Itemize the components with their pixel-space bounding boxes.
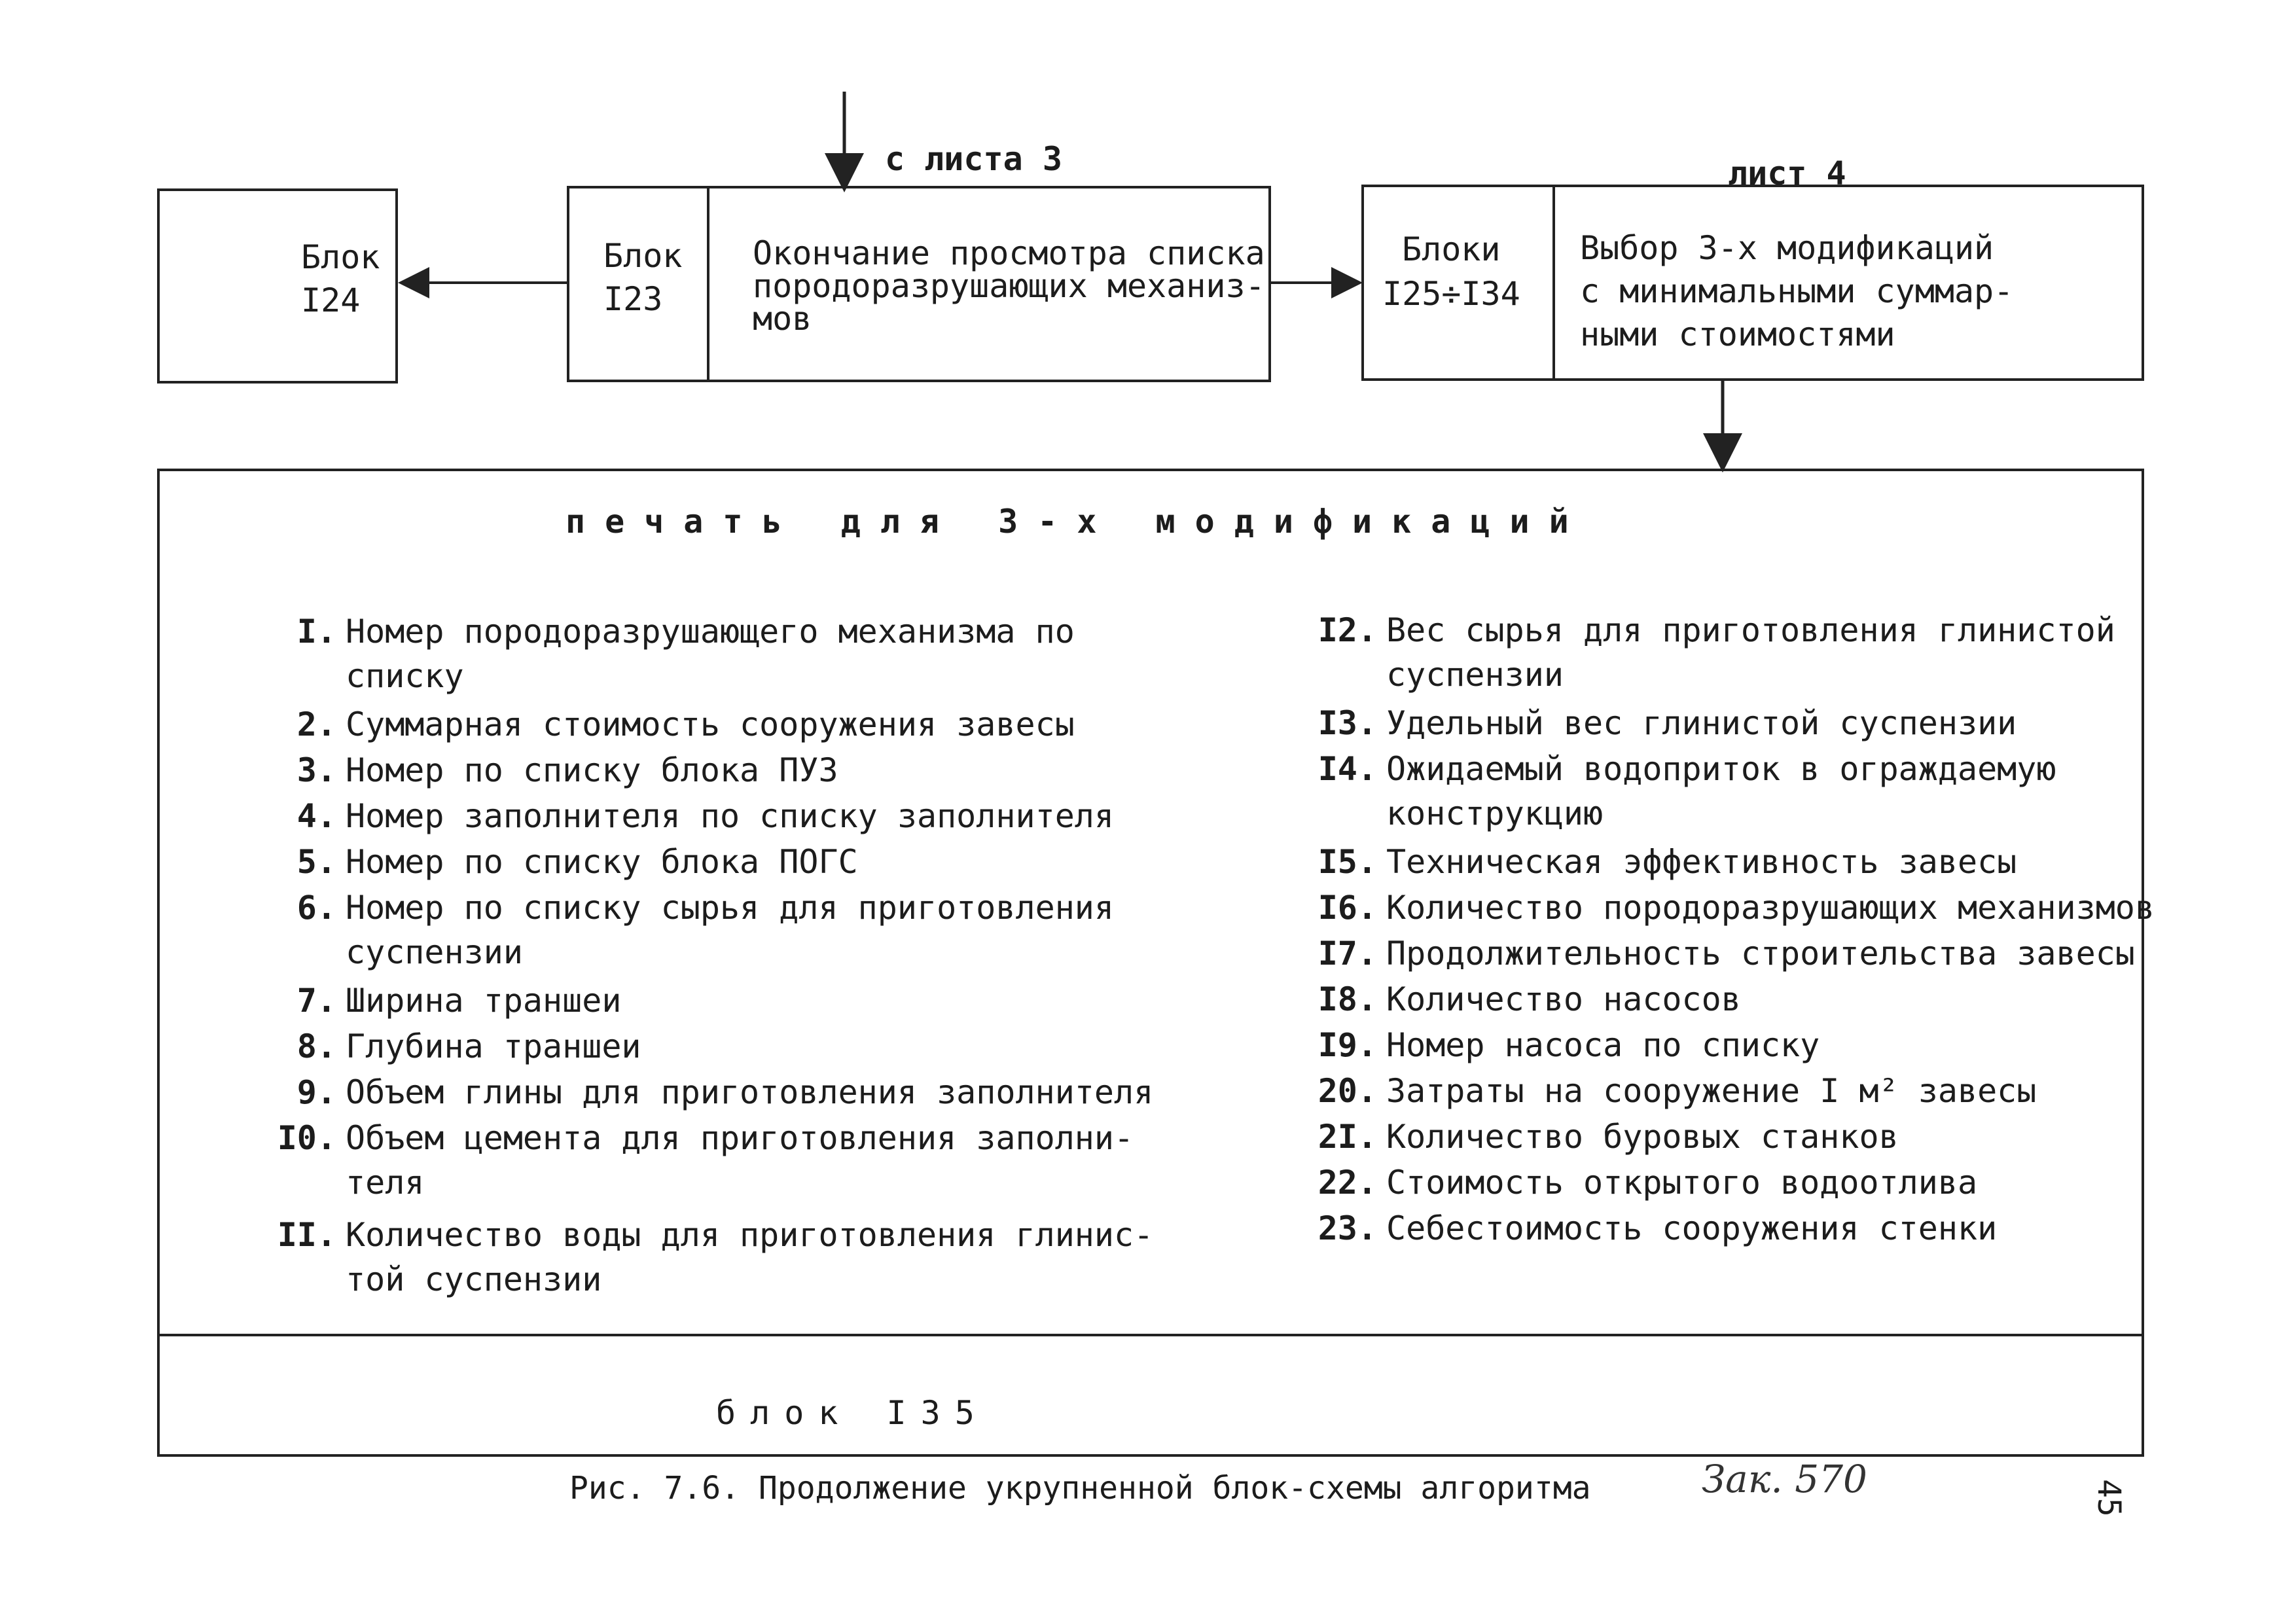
- block-124-label: Блок: [301, 238, 380, 276]
- item-number: I8.: [1318, 980, 1377, 1018]
- left-item-10: [264, 1115, 1134, 1161]
- right-item-18: [1305, 976, 1741, 1022]
- item-number: 20.: [1318, 1072, 1377, 1110]
- item-number: II.: [277, 1216, 336, 1254]
- block-125-label: Блоки: [1402, 230, 1501, 268]
- item-text: Номер породоразрушающего механизма по: [346, 613, 1075, 651]
- item-text: Глубина траншеи: [346, 1027, 641, 1065]
- block-125-text-2: с минимальными суммар-: [1580, 272, 2014, 310]
- item-number: 8.: [296, 1027, 336, 1065]
- print-block-135: [157, 469, 2155, 1457]
- left-item-1-cont: списку: [346, 657, 464, 695]
- right-item-21: [1305, 1114, 1899, 1160]
- block-125-134: [1361, 185, 2144, 381]
- block-123-text-2: породоразрушающих механиз-: [753, 267, 1265, 305]
- from-sheet-label: с листа 3: [885, 140, 1062, 178]
- block-124: [157, 188, 398, 383]
- block-125-divider: [1552, 187, 1555, 378]
- block-123-id: I23: [603, 280, 663, 318]
- item-number: 22.: [1318, 1164, 1377, 1202]
- left-item-5: [264, 839, 858, 885]
- item-number: I4.: [1318, 750, 1377, 788]
- right-item-20: [1305, 1068, 2036, 1114]
- item-text: Продолжительность строительства завесы: [1386, 935, 2135, 972]
- left-item-8: [264, 1024, 641, 1069]
- right-item-23: [1305, 1205, 1997, 1251]
- item-number: 2.: [296, 705, 336, 743]
- item-number: I2.: [1318, 611, 1377, 649]
- left-item-9: [264, 1069, 1153, 1115]
- block-123-label: Блок: [603, 237, 683, 275]
- item-text: Стоимость открытого водоотлива: [1386, 1164, 1978, 1202]
- left-item-2: [264, 702, 1075, 747]
- page-number: 45: [2090, 1479, 2127, 1517]
- sheet-label: лист 4: [1728, 154, 1846, 192]
- block-125-id: I25÷I34: [1382, 275, 1520, 313]
- item-text: Количество породоразрушающих механизмов: [1386, 889, 2155, 927]
- item-text: Суммарная стоимость сооружения завесы: [346, 705, 1075, 743]
- left-item-6-cont: суспензии: [346, 933, 523, 971]
- item-number: 3.: [296, 751, 336, 789]
- block-125-text-1: Выбор 3-х модификаций: [1580, 229, 1994, 267]
- right-item-12: [1305, 607, 2115, 653]
- item-text: Затраты на сооружение I м² завесы: [1386, 1072, 2037, 1110]
- left-item-11-cont: той суспензии: [346, 1260, 602, 1298]
- right-item-19: [1305, 1022, 1820, 1068]
- block-123-divider: [707, 188, 709, 380]
- block-125-text-3: ными стоимостями: [1580, 315, 1895, 353]
- right-item-14-cont: конструкцию: [1386, 794, 1604, 832]
- item-text: Количество буровых станков: [1386, 1118, 1899, 1156]
- item-number: I9.: [1318, 1026, 1377, 1064]
- item-text: Количество воды для приготовления глинис-: [346, 1216, 1154, 1254]
- item-number: 5.: [296, 843, 336, 881]
- item-number: 2I.: [1318, 1118, 1377, 1156]
- block-123-text-1: Окончание просмотра списка: [753, 234, 1265, 272]
- left-item-1: [264, 609, 1075, 654]
- item-text: Номер по списку блока ПОГС: [346, 843, 858, 881]
- item-text: Номер заполнителя по списку заполнителя: [346, 797, 1114, 835]
- item-number: 23.: [1318, 1209, 1377, 1247]
- print-block-footer: блок I35: [716, 1394, 989, 1432]
- left-item-11: [264, 1212, 1153, 1258]
- right-item-16: [1305, 885, 2155, 931]
- right-item-22: [1305, 1160, 1977, 1205]
- right-item-17: [1305, 931, 2135, 976]
- block-124-id: I24: [301, 281, 361, 319]
- block-123-text-3: мов: [753, 300, 812, 338]
- item-number: 9.: [296, 1073, 336, 1111]
- item-text: Номер по списку сырья для приготовления: [346, 889, 1114, 927]
- left-item-7: [264, 978, 621, 1024]
- item-number: I7.: [1318, 935, 1377, 972]
- item-text: Вес сырья для приготовления глинистой: [1386, 611, 2115, 649]
- item-number: I5.: [1318, 843, 1377, 881]
- item-text: Объем глины для приготовления заполнителя: [346, 1073, 1154, 1111]
- item-text: Объем цемента для приготовления заполни-: [346, 1119, 1134, 1157]
- print-block-separator: [160, 1334, 2142, 1336]
- item-number: I.: [296, 613, 336, 651]
- print-block-title: печать для 3-х модификаций: [565, 503, 1588, 541]
- left-item-6: [264, 885, 1114, 931]
- item-number: 6.: [296, 889, 336, 927]
- right-item-15: [1305, 839, 2017, 885]
- right-item-14: [1305, 746, 2056, 792]
- item-number: 7.: [296, 982, 336, 1020]
- item-text: Ожидаемый водоприток в ограждаемую: [1386, 750, 2056, 788]
- figure-caption: Рис. 7.6. Продолжение укрупненной блок-схемы алгоритма: [569, 1470, 1591, 1507]
- order-note: Зак. 570: [1702, 1457, 1867, 1501]
- left-item-3: [264, 747, 838, 793]
- item-text: Ширина траншеи: [346, 982, 622, 1020]
- item-number: I3.: [1318, 704, 1377, 742]
- item-text: Себестоимость сооружения стенки: [1386, 1209, 1998, 1247]
- item-text: Номер насоса по списку: [1386, 1026, 1820, 1064]
- item-number: 4.: [296, 797, 336, 835]
- left-item-4: [264, 793, 1114, 839]
- item-text: Количество насосов: [1386, 980, 1741, 1018]
- item-number: I0.: [277, 1119, 336, 1157]
- block-123: [567, 186, 1271, 382]
- item-text: Удельный вес глинистой суспензии: [1386, 704, 2017, 742]
- right-item-13: [1305, 700, 2017, 746]
- item-text: Техническая эффективность завесы: [1386, 843, 2017, 881]
- item-text: Номер по списку блока ПУЗ: [346, 751, 838, 789]
- right-item-12-cont: суспензии: [1386, 656, 1564, 694]
- left-item-10-cont: теля: [346, 1164, 425, 1202]
- item-number: I6.: [1318, 889, 1377, 927]
